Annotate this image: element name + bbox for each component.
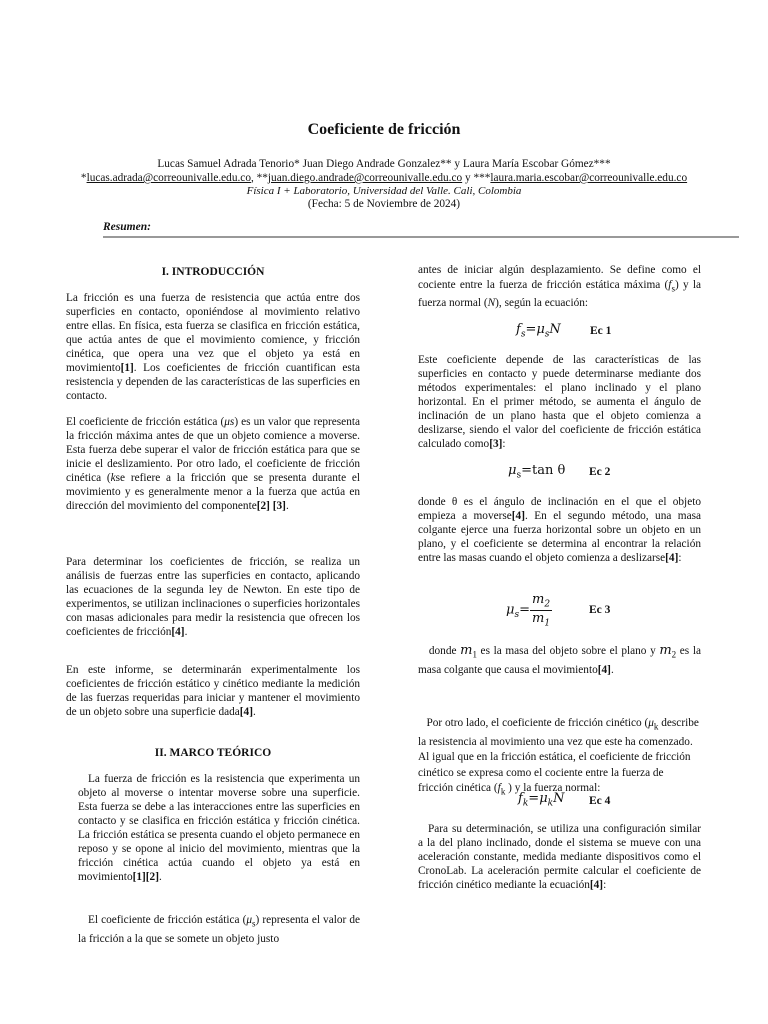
paragraph-text: Para su determinación, se utiliza una configuración similar a la del plano inclinado, donde el sistema se mueve con una aceleración constante, medida mediante dispositivos como el CronoLab. La aceleración permite calcular el coeficiente de fricción cinético mediante la ecuación — [418, 823, 701, 891]
intro-paragraph-4 — [66, 663, 360, 719]
paragraph-text: . — [184, 626, 188, 638]
paragraph-text: : — [603, 879, 607, 891]
citation: [1] — [120, 362, 134, 374]
equation-3 — [506, 592, 552, 628]
math-subscript: k — [500, 786, 506, 797]
email-separator: , ** — [250, 172, 268, 184]
paragraph-text: Para determinar los coeficientes de fricción, se realiza un análisis de fuerzas entre las superficies en contacto, aplicando las ecuaciones de la segunda ley de Newton. En este tipo de experimentos, se utilizan inclinaciones o superficies horizontales con masas adicionales para medir la resistencia que ofrecen los coeficientes de fricción — [66, 556, 360, 638]
math-operator: = — [525, 322, 537, 337]
paragraph-text: es la masa del objeto sobre el plano y — [476, 645, 660, 657]
theory-paragraph-7 — [418, 716, 701, 800]
math-symbol: f — [668, 279, 672, 291]
math-symbol: f — [516, 322, 521, 337]
math-fraction — [530, 592, 552, 628]
paragraph-text: El coeficiente de fricción estática ( — [88, 914, 247, 926]
paragraph-text: describe la resistencia al movimiento una vez que este ha comenzado. Al igual que en la fricción estática, el coeficiente de fricción cinético se expresa como el cociente entre la fuerza de fricción cinética ( — [418, 717, 699, 795]
math-symbol: f — [518, 791, 523, 806]
citation: [3] — [272, 500, 286, 512]
paragraph-text: El coeficiente de fricción estática ( — [66, 416, 225, 428]
math-subscript: 1 — [472, 649, 477, 660]
math-subscript: k — [653, 721, 659, 732]
math-symbol: μ — [539, 791, 548, 806]
math-symbol: f — [497, 782, 501, 795]
citation: [4] — [511, 510, 525, 522]
math-symbol: μ — [246, 914, 253, 926]
email-link-1[interactable]: lucas.adrada@correounivalle.edu.co — [86, 172, 251, 184]
paragraph-text: : — [502, 438, 506, 450]
fraction-numerator — [530, 592, 552, 611]
author-emails — [0, 171, 768, 185]
equation-label: Ec 2 — [589, 466, 611, 478]
paragraph-text: . — [158, 871, 162, 883]
math-expression: =tan θ — [521, 463, 566, 478]
math-symbol: N — [549, 322, 561, 337]
math-symbol: N — [487, 297, 496, 310]
equation-4 — [518, 791, 564, 809]
math-symbol: k — [110, 472, 116, 484]
paper-date: (Fecha: 5 de Noviembre de 2024) — [307, 198, 461, 210]
citation: [1][2] — [132, 871, 159, 883]
equation-2 — [508, 463, 565, 481]
math-operator: = — [519, 602, 530, 618]
citation: [4] — [239, 706, 253, 718]
math-symbol: m — [531, 592, 545, 607]
citation: [4] — [589, 879, 604, 891]
math-subscript: s — [520, 329, 526, 340]
paper-title: Coeficiente de fricción — [307, 121, 461, 138]
paragraph-text: . — [252, 706, 256, 718]
paragraph-text: ) es un valor que representa la fricción máxima antes de que un objeto comience a moverse. Esta fuerza debe superar el valor de fricción estática para que se inicie el deslizamiento. Por otro lado, el coeficiente de fricción cinética ( — [66, 416, 361, 484]
paragraph-text: Este coeficiente depende de las características de las superficies en contacto y puede determinarse mediante dos métodos experimentales: el plano inclinado y el plano horizontal. En el primer método, se aumenta el ángulo de inclinación de un plano hasta que el objeto comienza a deslizarse, siendo el valor del coeficiente de fricción estática calculado como — [418, 354, 701, 450]
section-heading-marco-teorico: II. MARCO TEÓRICO — [154, 747, 272, 759]
affiliation: Física I + Laboratorio, Universidad del Valle. Cali, Colombia — [246, 185, 522, 197]
paragraph-text: ) y la fuerza normal ( — [418, 279, 701, 310]
math-symbol: μs — [224, 416, 235, 428]
math-symbol: μ — [506, 602, 515, 618]
math-operator: = — [528, 791, 540, 806]
abstract-divider — [103, 236, 739, 238]
paragraph-text: antes de iniciar algún desplazamiento. Se define como el cociente entre la fuerza de fricción estática máxima ( — [418, 264, 701, 291]
math-symbol: m — [659, 643, 672, 658]
paragraph-text: donde θ es el ángulo de inclinación en el que el objeto empieza a moverse — [418, 496, 701, 522]
theory-paragraph-2 — [78, 912, 360, 947]
paragraph-text: ) representa el valor de la fricción a la que se somete un objeto justo — [78, 914, 361, 946]
paragraph-text: La fricción es una fuerza de resistencia que actúa entre dos superficies en contacto, oponiéndose al movimiento relativo entre ellas. En física, esta fuerza se clasifica en fricción estática, que actúa antes de que el movimiento comience, y fricción cinética, que opera una vez que el objeto ya está en movimiento — [66, 292, 360, 374]
math-symbol: μ — [536, 322, 545, 337]
equation-label: Ec 1 — [590, 325, 612, 337]
math-subscript: k — [522, 798, 529, 809]
paragraph-text: donde — [428, 645, 461, 657]
paragraph-text: es la masa colgante que causa el movimiento — [418, 645, 701, 677]
paragraph-text: . En el segundo método, una masa colgante ejerce una fuerza horizontal sobre un objeto en un plano, y el coeficiente se determina al encontrar la relación entre las masas cuando el objeto comienza a deslizarse — [418, 510, 701, 564]
citation: [3] — [489, 438, 503, 450]
paragraph-text: Por otro lado, el coeficiente de fricción cinético ( — [426, 717, 649, 729]
math-subscript: 2 — [544, 599, 551, 610]
math-symbol: μ — [648, 717, 654, 729]
math-subscript: 1 — [544, 618, 551, 629]
paragraph-text: La fuerza de fricción es la resistencia que experimenta un objeto al moverse o intentar moverse sobre una superficie. Esta fuerza se debe a las interacciones entre las superficies en contacto y se clasifica en fricción estática y fricción cinética. La fricción estática se presenta cuando el objeto permanece en reposo y se opone al inicio del movimiento, mientras que la fricción cinética actúa cuando el objeto ya está en movimiento — [78, 773, 360, 883]
math-subscript: 2 — [671, 649, 677, 660]
math-symbol: μ — [508, 463, 517, 478]
theory-paragraph-3 — [418, 263, 701, 311]
citation: [2] — [256, 500, 270, 512]
citation: [4] — [171, 626, 185, 638]
citation: [4] — [665, 552, 679, 564]
paragraph-text: se refiere a la fricción que se presenta durante el movimiento y es generalmente menor a la fuerza que actúa en dirección del movimiento del componente — [66, 472, 360, 512]
math-symbol: N — [553, 791, 565, 806]
email-prefix: * — [80, 172, 87, 184]
section-heading-introduccion: I. INTRODUCCIÓN — [161, 266, 265, 278]
email-link-2[interactable]: juan.diego.andrade@correounivalle.edu.co — [267, 172, 463, 184]
math-symbol: m — [460, 643, 473, 658]
theory-paragraph-8 — [418, 822, 701, 892]
paragraph-text: ), según la ecuación: — [495, 297, 589, 310]
abstract-label: Resumen: — [103, 221, 151, 233]
paragraph-text: . — [610, 664, 614, 677]
paragraph-text: En este informe, se determinarán experimentalmente los coeficientes de fricción estático y cinético mediante la medición de las fuerzas requeridas para iniciar y mantener el movimiento de un objeto sobre una superficie dada — [66, 664, 360, 718]
math-subscript: k — [547, 798, 554, 809]
equation-label: Ec 4 — [589, 795, 611, 807]
theory-paragraph-5 — [418, 495, 701, 565]
equation-label: Ec 3 — [589, 604, 611, 616]
paragraph-text: . Los coeficientes de fricción cuantifican esta resistencia y dependen de las características de las superficies en contacto. — [66, 362, 360, 402]
paragraph-text: ) y la fuerza normal: — [505, 782, 601, 795]
math-subscript: s — [671, 283, 675, 294]
email-separator: y *** — [462, 172, 491, 184]
author-list: Lucas Samuel Adrada Tenorio* Juan Diego Andrade Gonzalez** y Laura María Escobar Gómez*** — [157, 158, 611, 170]
theory-paragraph-6 — [418, 643, 701, 678]
math-subscript: s — [514, 610, 520, 621]
math-subscript: s — [516, 470, 522, 481]
paragraph-text: : — [678, 552, 682, 564]
paragraph-text: . — [285, 500, 289, 512]
theory-paragraph-1 — [78, 772, 360, 884]
theory-paragraph-4 — [418, 353, 701, 451]
math-subscript: s — [544, 329, 550, 340]
fraction-denominator — [530, 611, 552, 629]
email-link-3[interactable]: laura.maria.escobar@correounivalle.edu.co — [490, 172, 688, 184]
citation: [4] — [597, 664, 611, 677]
equation-1 — [516, 322, 561, 340]
intro-paragraph-3 — [66, 555, 360, 639]
intro-paragraph-1 — [66, 291, 360, 403]
math-symbol: m — [531, 610, 545, 626]
intro-paragraph-2 — [66, 415, 360, 513]
math-subscript: s — [252, 918, 256, 929]
